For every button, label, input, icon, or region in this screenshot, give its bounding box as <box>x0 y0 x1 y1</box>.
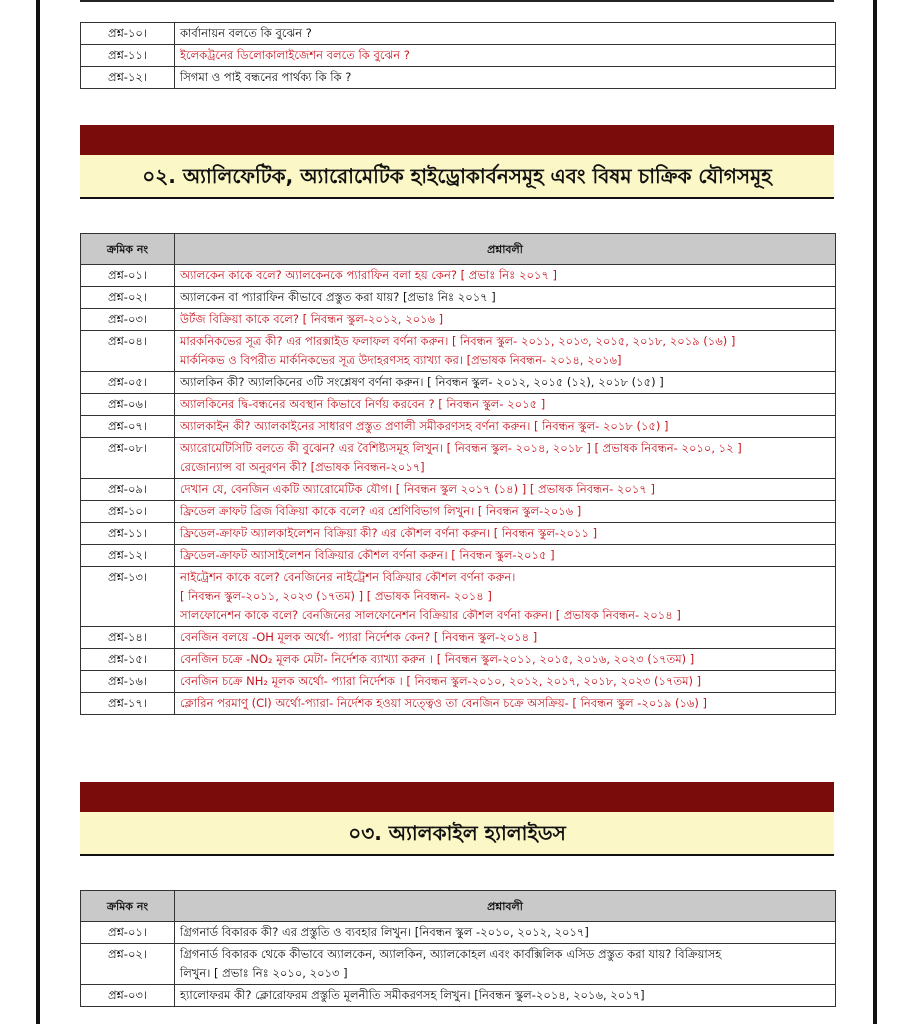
question-table-b <box>80 233 836 715</box>
question-number: প্রশ্ন-১৬। <box>81 671 175 693</box>
question-line: ক্লোরিন পরমাণু (Cl) অর্থো-প্যারা- নির্দেশক হওয়া সত্ত্বেও তা বেনজিন চক্রে অসক্রিয়- [ নিবন্ধন স্কুল -২০১৯ (১৬) ] <box>180 696 708 710</box>
question-number: প্রশ্ন-০১। <box>81 265 175 287</box>
question-table-a <box>80 22 836 89</box>
table-row <box>81 438 836 479</box>
question-line: অ্যারোমেটিসিটি বলতে কী বুঝেন? এর বৈশিষ্ট্যসমূহ লিখুন। [ নিবন্ধন স্কুল- ২০১৪, ২০১৮ ] [ প্রভাষক নিবন্ধন- ২০১০, ১২ ] <box>180 441 742 455</box>
question-line: অ্যালকেন বা প্যারাফিন কীভাবে প্রস্তুত করা যায়? [প্রভাঃ নিঃ ২০১৭ ] <box>180 290 496 304</box>
question-text <box>175 545 836 567</box>
question-text <box>175 287 836 309</box>
question-line: অ্যালকেন কাকে বলে? অ্যালকেনকে প্যারাফিন বলা হয় কেন? [ প্রভাঃ নিঃ ২০১৭ ] <box>180 268 557 282</box>
question-text <box>175 649 836 671</box>
table-row <box>81 45 836 67</box>
question-line: গ্রিগনার্ড বিকারক থেকে কীভাবে অ্যালকেন, অ্যালকিন, অ্যালকোহল এবং কার্বক্সিলিক এসিড প্রস্তুত করা যায়? বিক্রিয়াসহ <box>180 947 722 961</box>
page-border-right <box>873 0 877 1024</box>
section-3-band <box>80 782 834 812</box>
table-row <box>81 416 836 438</box>
question-text <box>175 501 836 523</box>
top-rule <box>80 0 834 2</box>
table-row <box>81 627 836 649</box>
table-row <box>81 501 836 523</box>
question-line: ফ্রিডেল-ক্রাফট অ্যালকাইলেশন বিক্রিয়া কী? এর কৌশল বর্ণনা করুন। [ নিবন্ধন স্কুল-২০১১ ] <box>180 526 598 540</box>
page-border-left <box>36 0 40 1024</box>
question-number: প্রশ্ন-০৭। <box>81 416 175 438</box>
questions-column-header: প্রশ্নাবলী <box>175 891 836 922</box>
question-number: প্রশ্ন-০৯। <box>81 479 175 501</box>
question-text <box>175 922 836 944</box>
question-number: প্রশ্ন-১০। <box>81 501 175 523</box>
question-line: উর্টজ বিক্রিয়া কাকে বলে? [ নিবন্ধন স্কুল-২০১২, ২০১৬ ] <box>180 312 444 326</box>
question-line: মারকনিকভের সূত্র কী? এর পারক্সাইড ফলাফল বর্ণনা করুন। [ নিবন্ধন স্কুল- ২০১১, ২০১৩, ২০১৫, ২০১৮, ২০১৯ (১৬) ] <box>180 334 736 348</box>
serial-column-header: ক্রমিক নং <box>81 891 175 922</box>
question-line: হ্যালোফরম কী? ক্লোরোফরম প্রস্তুতি মূলনীতি সমীকরণসহ লিখুন। [নিবন্ধন স্কুল-২০১৪, ২০১৬, ২০১৭] <box>180 988 645 1002</box>
table-row <box>81 265 836 287</box>
table-row <box>81 479 836 501</box>
table-header-row <box>81 234 836 265</box>
table-row <box>81 922 836 944</box>
question-line: সালফোনেশন কাকে বলে? বেনজিনের সালফোনেশন বিক্রিয়ার কৌশল বর্ণনা করুন। [ প্রভাষক নিবন্ধন- ২০১৪ ] <box>180 608 681 622</box>
question-text: ইলেকট্রনের ডিলোকালাইজেশন বলতে কি বুঝেন ? <box>175 45 836 67</box>
question-number: প্রশ্ন-১১। <box>81 523 175 545</box>
table-row <box>81 23 836 45</box>
question-text: কার্বানায়ন বলতে কি বুঝেন ? <box>175 23 836 45</box>
question-number: প্রশ্ন-০২। <box>81 944 175 985</box>
table-row <box>81 649 836 671</box>
question-text <box>175 372 836 394</box>
table-row <box>81 287 836 309</box>
question-text <box>175 985 836 1007</box>
question-text <box>175 671 836 693</box>
question-line: বেনজিন চক্রে NH₂ মূলক অর্থো- প্যারা নির্দেশক । [ নিবন্ধন স্কুল-২০১০, ২০১২, ২০১৭, ২০১৮, ২০২৩ (১৭তম) ] <box>180 674 702 688</box>
question-line: নাইট্রেশন কাকে বলে? বেনজিনের নাইট্রেশন বিক্রিয়ার কৌশল বর্ণনা করুন। <box>180 570 516 584</box>
question-text <box>175 523 836 545</box>
question-line: গ্রিগনার্ড বিকারক কী? এর প্রস্তুতি ও ব্যবহার লিখুন। [নিবন্ধন স্কুল -২০১০, ২০১২, ২০১৭] <box>180 925 589 939</box>
section-3-title: ০৩. অ্যালকাইল হ্যালাইডস <box>80 812 834 856</box>
question-number: প্রশ্ন-০৩। <box>81 309 175 331</box>
question-text <box>175 394 836 416</box>
question-line: বেনজিন বলয়ে -OH মূলক অর্থো- প্যারা নির্দেশক কেন? [ নিবন্ধন স্কুল-২০১৪ ] <box>180 630 538 644</box>
table-row <box>81 693 836 715</box>
question-number: প্রশ্ন-১৭। <box>81 693 175 715</box>
table-header-row <box>81 891 836 922</box>
question-number: প্রশ্ন-০৮। <box>81 438 175 479</box>
question-number: প্রশ্ন-০৪। <box>81 331 175 372</box>
question-number: প্রশ্ন-০১। <box>81 922 175 944</box>
section-2-band <box>80 125 834 155</box>
question-number: প্রশ্ন-১২। <box>81 67 175 89</box>
question-text <box>175 331 836 372</box>
serial-column-header: ক্রমিক নং <box>81 234 175 265</box>
question-number: প্রশ্ন-১০। <box>81 23 175 45</box>
question-line: বেনজিন চক্রে -NO₂ মূলক মেটা- নির্দেশক ব্যাখ্যা করুন । [ নিবন্ধন স্কুল-২০১১, ২০১৫, ২০১৬, ২০২৩ (১৭তম) ] <box>180 652 695 666</box>
question-number: প্রশ্ন-১৪। <box>81 627 175 649</box>
table-row <box>81 671 836 693</box>
question-number: প্রশ্ন-০৩। <box>81 985 175 1007</box>
question-number: প্রশ্ন-০৬। <box>81 394 175 416</box>
question-text <box>175 309 836 331</box>
question-text: সিগমা ও পাই বন্ধনের পার্থক্য কি কি ? <box>175 67 836 89</box>
question-line: দেখান যে, বেনজিন একটি অ্যারোমেটিক যৌগ। [ নিবন্ধন স্কুল ২০১৭ (১৪) ] [ প্রভাষক নিবন্ধন- ২০১৭ ] <box>180 482 655 496</box>
question-line: মার্কনিকভ ও বিপরীত মার্কনিকভের সূত্র উদাহরণসহ ব্যাখ্যা কর। [প্রভাষক নিবন্ধন- ২০১৪, ২০১৬] <box>180 353 622 367</box>
table-row <box>81 331 836 372</box>
question-line: অ্যালকিন কী? অ্যালকিনের ৩টি সংশ্লেষণ বর্ণনা করুন। [ নিবন্ধন স্কুল- ২০১২, ২০১৫ (১২), ২০১৮ (১৫) ] <box>180 375 664 389</box>
question-text <box>175 627 836 649</box>
question-text <box>175 438 836 479</box>
table-row <box>81 545 836 567</box>
question-line: ফ্রিডেল ক্রাফট ব্রিজ বিক্রিয়া কাকে বলে? এর শ্রেণিবিভাগ লিখুন। [ নিবন্ধন স্কুল-২০১৬ ] <box>180 504 582 518</box>
question-text <box>175 416 836 438</box>
section-2-title: ০২. অ্যালিফেটিক, অ্যারোমেটিক হাইড্রোকার্বনসমূহ এবং বিষম চাক্রিক যৌগসমূহ <box>80 155 834 199</box>
table-row <box>81 985 836 1007</box>
question-text <box>175 693 836 715</box>
question-text <box>175 567 836 627</box>
question-line: রেজোন্যান্স বা অনুরণন কী? [প্রভাষক নিবন্ধন-২০১৭] <box>180 460 425 474</box>
table-row <box>81 394 836 416</box>
question-text <box>175 265 836 287</box>
question-text <box>175 479 836 501</box>
question-line: [ নিবন্ধন স্কুল-২০১১, ২০২৩ (১৭তম) ] [ প্রভাষক নিবন্ধন- ২০১৪ ] <box>180 589 492 603</box>
table-row <box>81 523 836 545</box>
question-line: ফ্রিডেল-ক্রাফট অ্যাসাইলেশন বিক্রিয়ার কৌশল বর্ণনা করুন। [ নিবন্ধন স্কুল-২০১৫ ] <box>180 548 555 562</box>
question-table-c <box>80 890 836 1007</box>
question-number: প্রশ্ন-১৫। <box>81 649 175 671</box>
question-text <box>175 944 836 985</box>
question-number: প্রশ্ন-১২। <box>81 545 175 567</box>
table-row <box>81 372 836 394</box>
table-row <box>81 309 836 331</box>
table-row <box>81 67 836 89</box>
question-line: অ্যালকিনের দ্বি-বন্ধনের অবস্থান কিভাবে নির্ণয় করবেন ? [ নিবন্ধন স্কুল- ২০১৫ ] <box>180 397 546 411</box>
question-number: প্রশ্ন-০২। <box>81 287 175 309</box>
question-number: প্রশ্ন-০৫। <box>81 372 175 394</box>
questions-column-header: প্রশ্নাবলী <box>175 234 836 265</box>
question-number: প্রশ্ন-১৩। <box>81 567 175 627</box>
question-number: প্রশ্ন-১১। <box>81 45 175 67</box>
question-line: লিখুন। [ প্রভাঃ নিঃ ২০১০, ২০১৩ ] <box>180 966 348 980</box>
question-line: অ্যালকাইন কী? অ্যালকাইনের সাধারণ প্রস্তুত প্রণালী সমীকরণসহ বর্ণনা করুন। [ নিবন্ধন স্কুল- ২০১৮ (১৫) ] <box>180 419 669 433</box>
table-row <box>81 567 836 627</box>
table-row <box>81 944 836 985</box>
